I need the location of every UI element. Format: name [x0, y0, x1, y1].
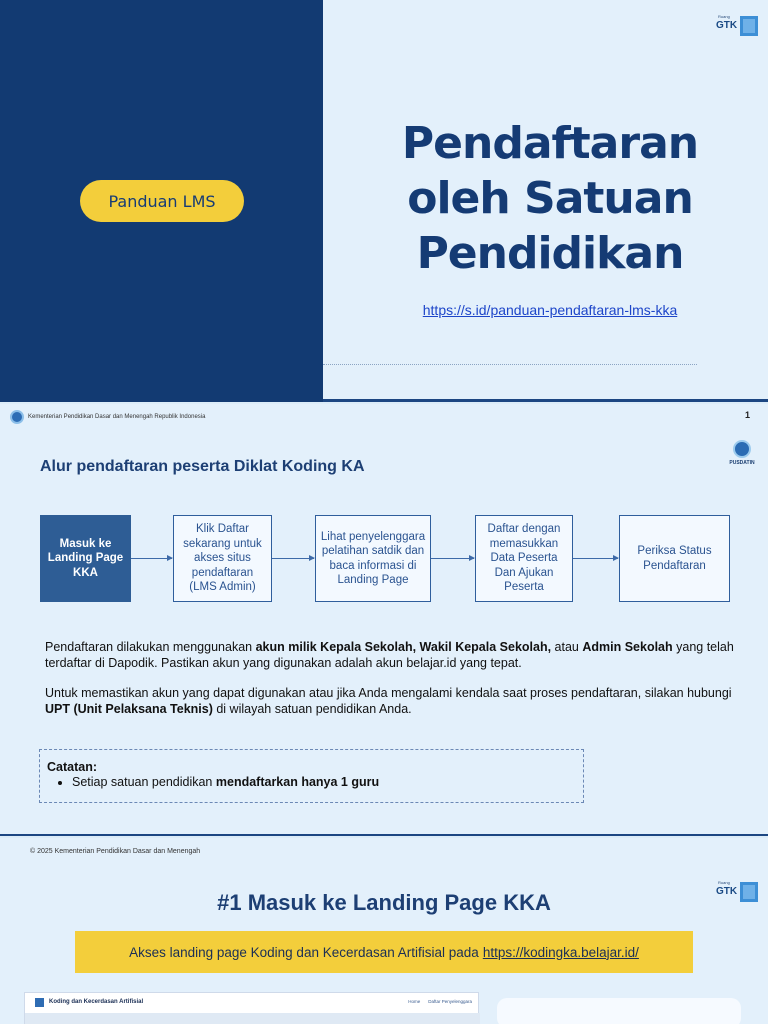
logo-small-text: Ruang [718, 880, 730, 885]
ministry-name: Kementerian Pendidikan Dasar dan Menengah Republik Indonesia [28, 414, 206, 420]
note-item-text: Setiap satuan pendidikan [72, 775, 216, 789]
cover-title-line-1: Pendaftaran [401, 118, 699, 169]
step1-title: #1 Masuk ke Landing Page KKA [217, 890, 551, 915]
note-item-bold: mendaftarkan hanya 1 guru [215, 775, 380, 789]
flow-step-2: Klik Daftar sekarang untuk akses situs pendaftaran (LMS Admin) [173, 515, 272, 602]
pusdatin-logo-icon [733, 440, 751, 458]
step1-slide [0, 838, 768, 1024]
note-box [39, 749, 584, 803]
ministry-logo-icon [10, 410, 24, 424]
cover-title [385, 116, 715, 281]
copyright: © 2025 Kementerian Pendidikan Dasar dan Menengah [30, 848, 201, 855]
p2-bold-upt: UPT (Unit Pelaksana Teknis) [45, 701, 213, 716]
note-item [72, 775, 576, 789]
cube-icon [740, 16, 758, 36]
registration-paragraph [45, 640, 735, 671]
flow-arrow-3 [431, 558, 474, 559]
flow-slide-bottom-rule [0, 834, 768, 836]
flow-step-4: Daftar dengan memasukkan Data Peserta Dan Ajukan Peserta [475, 515, 573, 602]
flow-title: Alur pendaftaran peserta Diklat Koding KA [40, 458, 365, 475]
note-list [72, 775, 576, 789]
landing-page-link[interactable]: https://kodingka.belajar.id/ [482, 944, 639, 960]
flow-slide [0, 404, 768, 836]
logo-big-text: GTK [716, 20, 738, 31]
contact-paragraph [45, 686, 735, 717]
landing-page-banner [75, 931, 693, 973]
cover-slide [0, 0, 768, 402]
p1-text-a: Pendaftaran dilakukan menggunakan [45, 640, 256, 654]
cover-bottom-rule [323, 399, 768, 402]
flow-arrow-1 [131, 558, 172, 559]
p1-text-c: atau [551, 640, 583, 654]
flow-step-5: Periksa Status Pendaftaran [619, 515, 730, 602]
logo-big-text: GTK [716, 886, 738, 897]
flow-arrow-2 [272, 558, 314, 559]
cover-title-line-2: oleh Satuan [407, 173, 693, 224]
flow-step-1: Masuk ke Landing Page KKA [40, 515, 131, 602]
flow-arrow-4 [573, 558, 618, 559]
cover-title-line-3: Pendidikan [416, 228, 684, 279]
flow-step-3: Lihat penyelenggara pelatihan satdik dan baca informasi di Landing Page [315, 515, 431, 602]
p2-text-a: Untuk memastikan akun yang dapat digunakan atau jika Anda mengalami kendala saat proses pendaftaran, silakan hubungi [45, 686, 732, 700]
landing-page-screenshot [24, 992, 479, 1024]
info-card [497, 998, 741, 1024]
dotted-divider [323, 364, 697, 365]
p1-bold-accounts: akun milik Kepala Sekolah, Wakil Kepala Sekolah, [255, 640, 552, 654]
logo-small-text: Ruang [718, 14, 730, 19]
pusdatin-logo [724, 440, 760, 466]
site-logo-icon [35, 998, 44, 1007]
p2-text-c: di wilayah satuan pendidikan Anda. [212, 701, 412, 716]
guide-link[interactable]: https://s.id/panduan-pendaftaran-lms-kka [422, 302, 678, 318]
ruang-gtk-logo [716, 14, 760, 40]
ministry-footer [10, 410, 205, 424]
site-title: Koding dan Kecerdasan Artifisial [49, 999, 144, 1005]
page-number: 1 [744, 410, 750, 420]
site-nav [408, 999, 472, 1004]
site-nav-organizers[interactable]: Daftar Penyelenggara [428, 999, 472, 1004]
site-hero-bar [25, 1013, 480, 1024]
site-nav-home[interactable]: Home [408, 999, 421, 1004]
note-heading: Catatan: [47, 760, 98, 774]
p1-text-e: yang telah terdaftar di Dapodik. Pastikan akun yang digunakan adalah akun belajar.id yang tepat. [45, 640, 734, 670]
banner-text: Akses landing page Koding dan Kecerdasan Artifisial pada [129, 944, 479, 960]
p1-bold-admin: Admin Sekolah [582, 640, 673, 654]
guide-badge: Panduan LMS [80, 180, 244, 222]
pusdatin-label: PUSDATIN [729, 460, 755, 466]
